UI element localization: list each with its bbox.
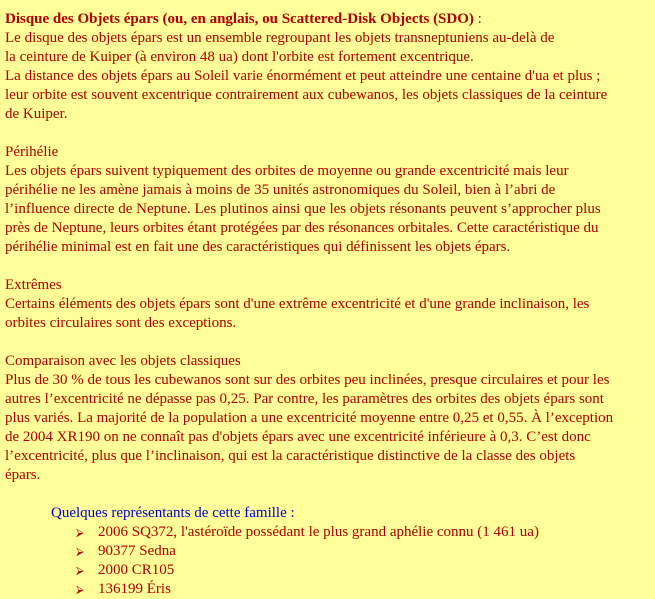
comparaison-line: l’excentricité, plus que l’inclinaison, qui est la caractéristique distinctive de la classe des objets [5, 448, 576, 464]
intro-title-line [5, 10, 648, 29]
perihelie-line: périhélie minimal est en fait une des caractéristiques qui définissent les objets épars. [5, 239, 511, 255]
comparaison-line: plus variés. La majorité de la population a une excentricité moyenne entre 0,25 et 0,55. À l’exception [5, 410, 614, 426]
perihelie-line: l’influence directe de Neptune. Les plutinos ainsi que les objets résonants peuvent s’approcher plus [5, 201, 601, 217]
intro-section [5, 10, 648, 124]
family-section [51, 504, 648, 599]
arrow-bullet-icon: ⮚ [76, 564, 84, 577]
extremes-section [5, 276, 648, 333]
perihelie-line: périhélie ne les amène jamais à moins de 35 unités astronomiques du Soleil, bien à l’abri de [5, 182, 556, 198]
list-item [76, 580, 648, 599]
extremes-line: orbites circulaires sont des exceptions. [5, 315, 237, 331]
intro-line: La distance des objets épars au Soleil varie énormément et peut atteindre une centaine d'ua et plus ; [5, 68, 601, 84]
intro-line: la ceinture de Kuiper (à environ 48 ua) dont l'orbite est fortement excentrique. [5, 49, 474, 65]
list-item [76, 561, 648, 580]
comparaison-line: de 2004 XR190 on ne connaît pas d'objets épars avec une excentricité inférieure à 0,3. C’est donc [5, 429, 591, 445]
list-item-label: 136199 Éris [98, 581, 171, 597]
comparaison-line: autres l’excentricité ne dépasse pas 0,25. Par contre, les paramètres des orbites des objets épars sont [5, 391, 604, 407]
arrow-bullet-icon: ⮚ [76, 583, 84, 596]
arrow-bullet-icon: ⮚ [76, 545, 84, 558]
intro-title: Disque des Objets épars (ou, en anglais, ou Scattered-Disk Objects (SDO) [5, 11, 474, 27]
extremes-heading: Extrêmes [5, 277, 62, 293]
list-item [76, 542, 648, 561]
comparaison-line: épars. [5, 467, 41, 483]
comparaison-heading: Comparaison avec les objets classiques [5, 353, 241, 369]
list-item-label: 90377 Sedna [98, 543, 176, 559]
perihelie-section [5, 143, 648, 257]
family-heading: Quelques représentants de cette famille [51, 505, 287, 521]
extremes-line: Certains éléments des objets épars sont d'une extrême excentricité et d'une grande inclinaison, les [5, 296, 590, 312]
arrow-bullet-icon: ⮚ [76, 526, 84, 539]
perihelie-heading: Périhélie [5, 144, 59, 160]
intro-line: leur orbite est souvent excentrique contrairement aux cubewanos, les objets classiques de la ceinture [5, 87, 608, 103]
family-heading-line [51, 504, 648, 523]
list-item-label: 2006 SQ372, l'astéroïde possédant le plus grand aphélie connu (1 461 ua) [98, 524, 539, 540]
comparaison-section [5, 352, 648, 485]
perihelie-line: près de Neptune, leurs orbites étant protégées par des résonances orbitales. Cette caractéristique du [5, 220, 599, 236]
intro-line: Le disque des objets épars est un ensemble regroupant les objets transneptuniens au-delà de [5, 30, 555, 46]
intro-title-suffix: : [473, 11, 482, 27]
list-item [76, 523, 648, 542]
family-heading-suffix: : [286, 505, 295, 521]
comparaison-line: Plus de 30 % de tous les cubewanos sont sur des orbites peu inclinées, presque circulaires et pour les [5, 372, 610, 388]
intro-line: de Kuiper. [5, 106, 68, 122]
list-item-label: 2000 CR105 [98, 562, 175, 578]
representatives-list [51, 523, 648, 599]
perihelie-line: Les objets épars suivent typiquement des orbites de moyenne ou grande excentricité mais leur [5, 163, 569, 179]
